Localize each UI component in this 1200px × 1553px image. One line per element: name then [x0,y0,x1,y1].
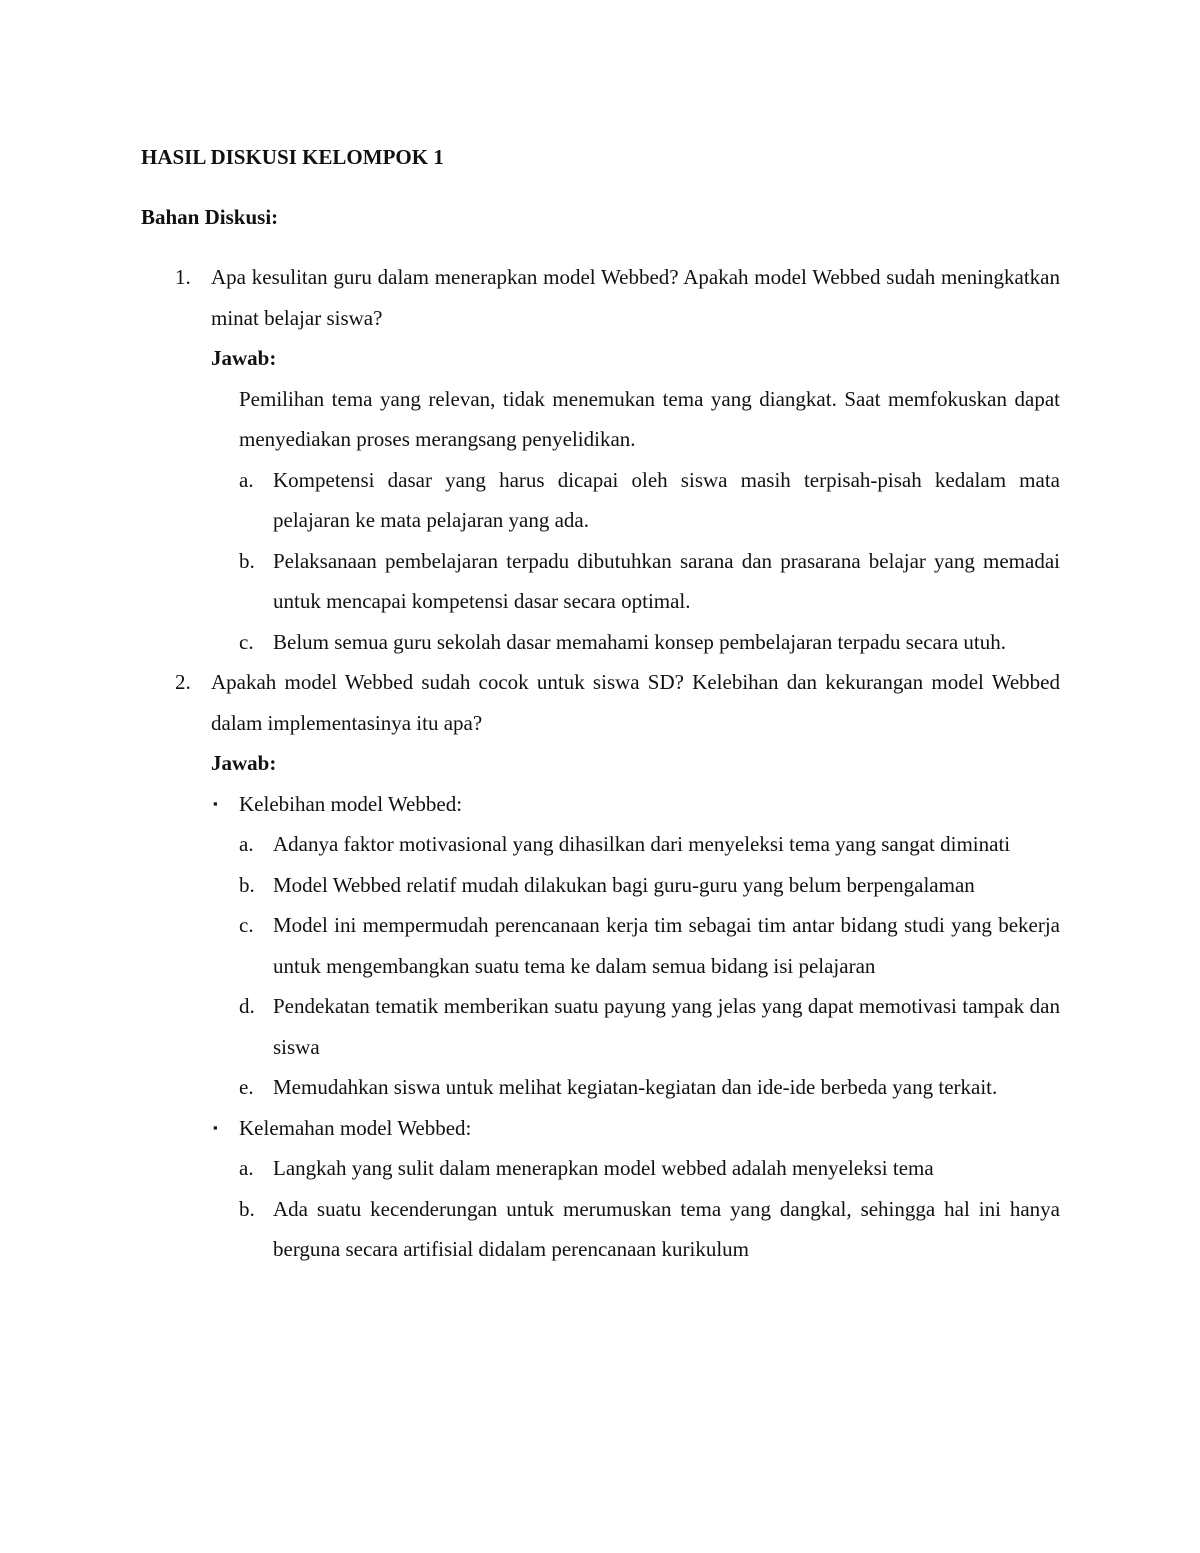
question-body [211,662,1060,1270]
answer-label: Jawab: [211,751,277,775]
list-item [239,1148,1060,1189]
question-text: Apakah model Webbed sudah cocok untuk siswa SD? Kelebihan dan kekurangan model Webbed dalam implementasinya itu apa? [211,670,1060,735]
list-item-text: Belum semua guru sekolah dasar memahami konsep pembelajaran terpadu secara utuh. [273,629,1006,654]
list-item-text: Pendekatan tematik memberikan suatu payung yang jelas yang dapat memotivasi tampak dan siswa [273,994,1060,1059]
list-item-text: Kompetensi dasar yang harus dicapai oleh siswa masih terpisah-pisah kedalam mata pelajaran ke mata pelajaran yang ada. [273,467,1060,532]
list-marker: a. [239,1156,254,1180]
list-item [239,986,1060,1067]
list-item-text: Ada suatu kecenderungan untuk merumuskan tema yang dangkal, sehingga hal ini hanya berguna secara artifisial didalam perencanaan kurikulum [273,1196,1060,1261]
list-item [239,460,1060,541]
square-bullet-icon: ▪ [213,795,218,811]
list-marker: c. [239,913,254,937]
question-text: Apa kesulitan guru dalam menerapkan model Webbed? Apakah model Webbed sudah meningkatkan minat belajar siswa? [211,265,1060,330]
answer-paragraph: Pemilihan tema yang relevan, tidak menemukan tema yang diangkat. Saat memfokuskan dapat menyediakan proses merangsang penyelidikan. [239,386,1060,451]
question-number: 1. [175,265,191,289]
bullet-heading [211,784,1060,825]
square-bullet-icon: ▪ [213,1119,218,1135]
list-item-text: Model ini mempermudah perencanaan kerja tim sebagai tim antar bidang studi yang bekerja untuk mengembangkan suatu tema ke dalam semua bidang isi pelajaran [273,913,1060,978]
bullet-label: Kelebihan model Webbed: [239,791,463,816]
list-item [239,1067,1060,1108]
list-item-text: Langkah yang sulit dalam menerapkan model webbed adalah menyeleksi tema [273,1156,934,1180]
advantages-list [211,824,1060,1108]
list-item [239,1189,1060,1270]
list-marker: a. [239,467,254,492]
question-1 [141,257,1060,662]
advantages-block [211,784,1060,1108]
weaknesses-list [211,1148,1060,1270]
answer-label: Jawab: [211,346,277,370]
answer-list [211,460,1060,663]
list-marker: b. [239,1196,255,1221]
list-item-text: Memudahkan siswa untuk melihat kegiatan-kegiatan dan ide-ide berbeda yang terkait. [273,1075,998,1099]
question-2 [141,662,1060,1270]
document-title: HASIL DISKUSI KELOMPOK 1 [141,145,444,169]
section-heading: Bahan Diskusi: [141,205,279,229]
list-marker: d. [239,994,255,1018]
list-marker: a. [239,832,254,856]
bullet-heading [211,1108,1060,1149]
list-item-text: Adanya faktor motivasional yang dihasilkan dari menyeleksi tema yang sangat diminati [273,832,1011,856]
list-marker: e. [239,1075,254,1099]
list-item [239,824,1060,865]
list-marker: c. [239,629,254,654]
bullet-label: Kelemahan model Webbed: [239,1115,472,1140]
list-item-text: Model Webbed relatif mudah dilakukan bagi guru-guru yang belum berpengalaman [273,872,975,897]
list-item-text: Pelaksanaan pembelajaran terpadu dibutuhkan sarana dan prasarana belajar yang memadai untuk mencapai kompetensi dasar secara optimal. [273,548,1060,613]
question-body [211,257,1060,662]
list-item [239,905,1060,986]
question-number: 2. [175,670,191,694]
list-item [239,865,1060,906]
list-marker: b. [239,548,255,573]
list-item [239,622,1060,663]
list-item [239,541,1060,622]
list-marker: b. [239,872,255,897]
weaknesses-block [211,1108,1060,1270]
